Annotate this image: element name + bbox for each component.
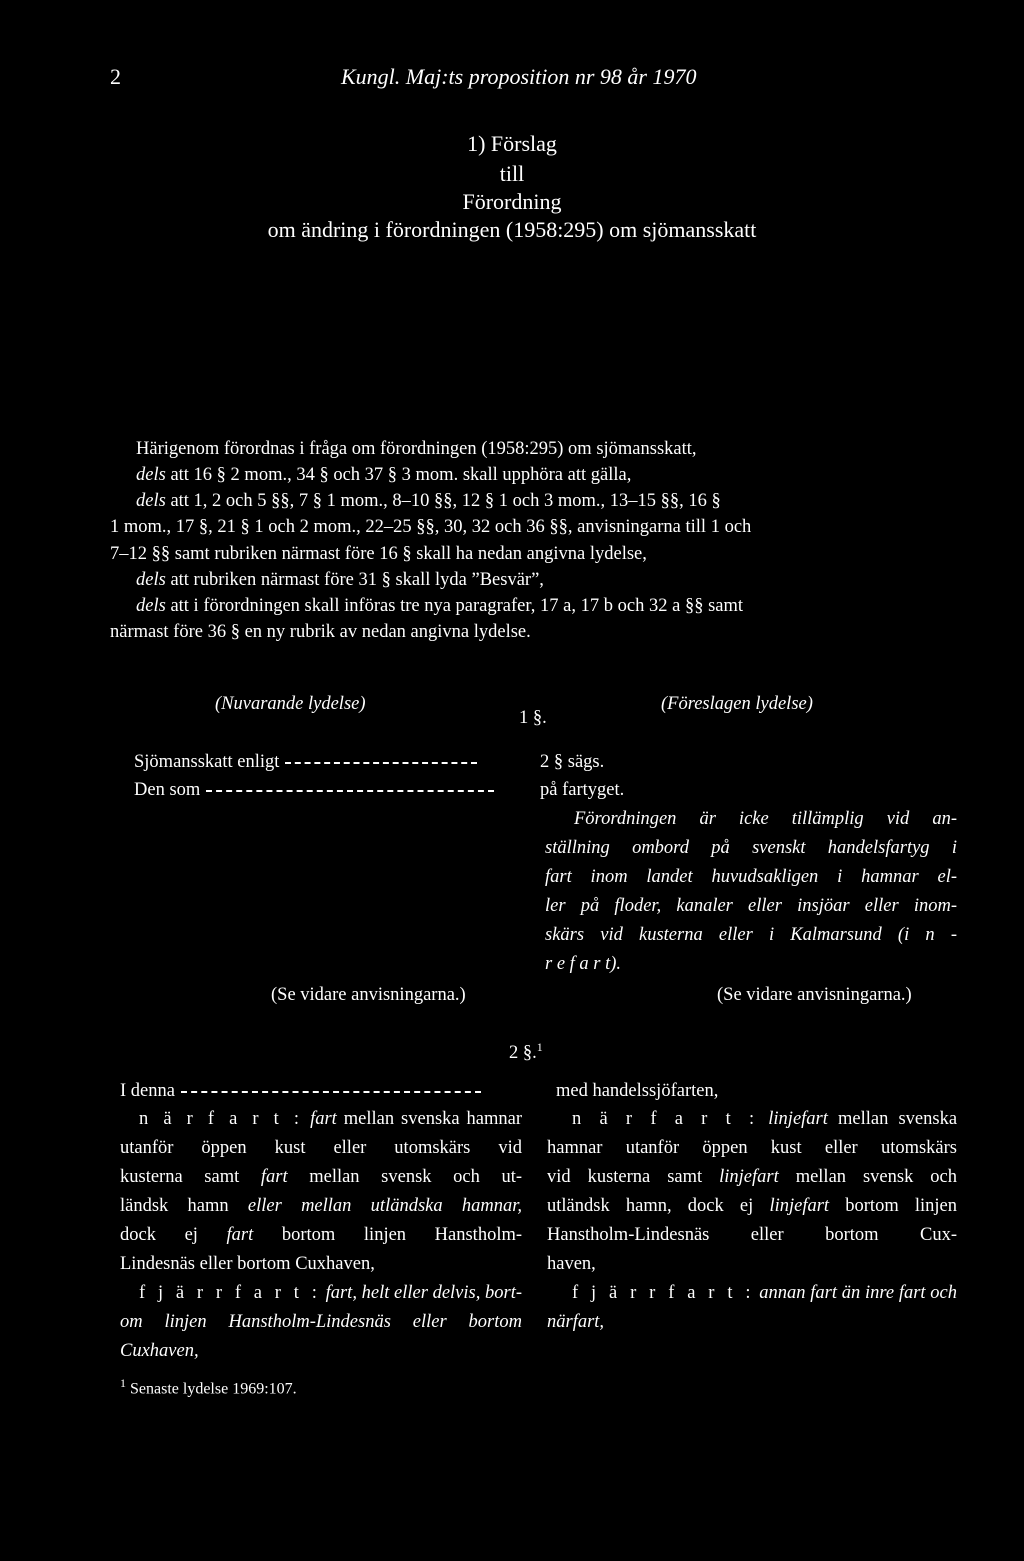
sec1-right-row-2: på fartyget. xyxy=(540,780,625,800)
dels-label: dels xyxy=(136,465,166,485)
intro-line-2-text: att 16 § 2 mom., 34 § och 37 § 3 mom. skall upphöra att gälla, xyxy=(170,465,632,485)
heading-line-3: Förordning xyxy=(462,189,562,214)
para-line: Förordningen är icke tillämplig vid an- xyxy=(574,809,957,829)
narfart-line-3: vid kusterna samt linjefart mellan svensk och xyxy=(547,1167,957,1187)
footnote-text: Senaste lydelse 1969:107. xyxy=(130,1380,297,1398)
heading-line-4: om ändring i förordningen (1958:295) om sjömansskatt xyxy=(267,217,757,242)
para-line: ler på floder, kanaler eller insjöar eller inom- xyxy=(545,896,957,916)
term-narfart: n ä r f a r t : xyxy=(139,1109,304,1129)
narfart-line-4: utländsk hamn, dock ej linjefart bortom linjen xyxy=(547,1196,958,1216)
running-header: Kungl. Maj:ts proposition nr 98 år 1970 xyxy=(341,64,697,89)
sec1-left-row-1 xyxy=(134,752,477,773)
fjarrfart-line-1: f j ä r r f a r t : annan fart än inre fart och xyxy=(572,1283,957,1303)
heading-line-1: 1) Förslag xyxy=(467,131,557,156)
intro-line-6 xyxy=(136,570,544,591)
intro-line-3 xyxy=(136,491,721,512)
intro-line-4: 1 mom., 17 §, 21 § 1 och 2 mom., 22–25 §§, 30, 32 och 36 §§, anvisningarna till 1 och xyxy=(110,517,752,537)
left-column-heading: (Nuvarande lydelse) xyxy=(215,694,366,714)
fjarrfart-line-2: närfart, xyxy=(547,1312,605,1332)
sec1-left-row-2-text: Den som xyxy=(134,780,201,800)
sec1-right-row-1: 2 § sägs. xyxy=(540,752,605,772)
term-narfart: n ä r f a r t : xyxy=(572,1109,759,1129)
narfart-line-1: n ä r f a r t : linjefart mellan svenska xyxy=(572,1109,958,1129)
page-number: 2 xyxy=(110,64,121,89)
para-line: fart inom landet huvudsakligen i hamnar el- xyxy=(545,867,957,887)
sec1-left-row-1-text: Sjömansskatt enligt xyxy=(134,752,280,772)
narfart-line-3: kusterna samt fart mellan svensk och ut- xyxy=(120,1167,523,1187)
omission-dashes xyxy=(285,762,477,764)
section-1-label: 1 §. xyxy=(519,708,547,728)
fjarrfart-line-3: Cuxhaven, xyxy=(120,1341,199,1361)
narfart-line-2: utanför öppen kust eller utomskärs vid xyxy=(120,1138,522,1158)
intro-line-5: 7–12 §§ samt rubriken närmast före 16 § skall ha nedan angivna lydelse, xyxy=(110,544,647,564)
section-2-label-text: 2 §. xyxy=(509,1043,537,1064)
intro-line-8: närmast före 36 § en ny rubrik av nedan angivna lydelse. xyxy=(110,622,531,642)
sec2-left-row-1-text: I denna xyxy=(120,1081,175,1101)
sec1-left-row-2 xyxy=(134,780,494,801)
intro-line-7-text: att i förordningen skall införas tre nya paragrafer, 17 a, 17 b och 32 a §§ samt xyxy=(170,596,744,616)
sec2-left-row-1 xyxy=(120,1081,481,1102)
narfart-line-2: hamnar utanför öppen kust eller utomskärs xyxy=(547,1138,957,1158)
intro-line-2 xyxy=(136,465,631,486)
footnote-ref: 1 xyxy=(536,1040,543,1054)
footnote-mark: 1 xyxy=(120,1376,126,1390)
sec2-right-row-1: med handelssjöfarten, xyxy=(556,1081,719,1101)
right-column-heading: (Föreslagen lydelse) xyxy=(661,694,813,714)
omission-dashes xyxy=(206,790,494,792)
sec1-left-see-more: (Se vidare anvisningarna.) xyxy=(271,985,466,1005)
intro-line-7 xyxy=(136,596,743,617)
para-line: r e f a r t). xyxy=(545,954,622,974)
dels-label: dels xyxy=(136,491,166,511)
narfart-line-6: Lindesnäs eller bortom Cuxhaven, xyxy=(120,1254,375,1274)
narfart-line-5: Hanstholm-Lindesnäs eller bortom Cux- xyxy=(547,1225,957,1245)
intro-line-3-text: att 1, 2 och 5 §§, 7 § 1 mom., 8–10 §§, 12 § 1 och 3 mom., 13–15 §§, 16 § xyxy=(170,491,721,511)
fjarrfart-line-2: om linjen Hanstholm-Lindesnäs eller bortom xyxy=(120,1312,522,1332)
sec2-right-narfart xyxy=(547,1105,957,1337)
section-2-label xyxy=(509,1040,543,1064)
narfart-line-5: dock ej fart bortom linjen Hanstholm- xyxy=(120,1225,523,1245)
para-line: skärs vid kusterna eller i Kalmarsund (i n - xyxy=(545,925,957,945)
intro-line-1: Härigenom förordnas i fråga om förordningen (1958:295) om sjömansskatt, xyxy=(136,439,697,459)
narfart-line-4: ländsk hamn eller mellan utländska hamnar, xyxy=(120,1196,523,1216)
footnote xyxy=(120,1376,297,1398)
para-line: ställning ombord på svenskt handelsfartyg i xyxy=(545,838,957,858)
intro-line-6-text: att rubriken närmast före 31 § skall lyda ”Besvär”, xyxy=(170,570,544,590)
heading-line-2: till xyxy=(499,161,525,186)
term-fjarrfart: f j ä r r f a r t : xyxy=(572,1283,755,1303)
sec1-right-see-more: (Se vidare anvisningarna.) xyxy=(717,985,912,1005)
term-fjarrfart: f j ä r r f a r t : xyxy=(139,1283,321,1303)
omission-dashes xyxy=(181,1091,481,1093)
dels-label: dels xyxy=(136,596,166,616)
dels-label: dels xyxy=(136,570,166,590)
narfart-line-1: n ä r f a r t : fart mellan svenska hamnar xyxy=(139,1109,523,1129)
fjarrfart-line-1: f j ä r r f a r t : fart, helt eller delvis, bort- xyxy=(139,1283,523,1303)
narfart-line-6: haven, xyxy=(547,1254,596,1274)
sec2-left-narfart xyxy=(120,1105,522,1366)
sec1-right-paragraph xyxy=(545,805,957,979)
